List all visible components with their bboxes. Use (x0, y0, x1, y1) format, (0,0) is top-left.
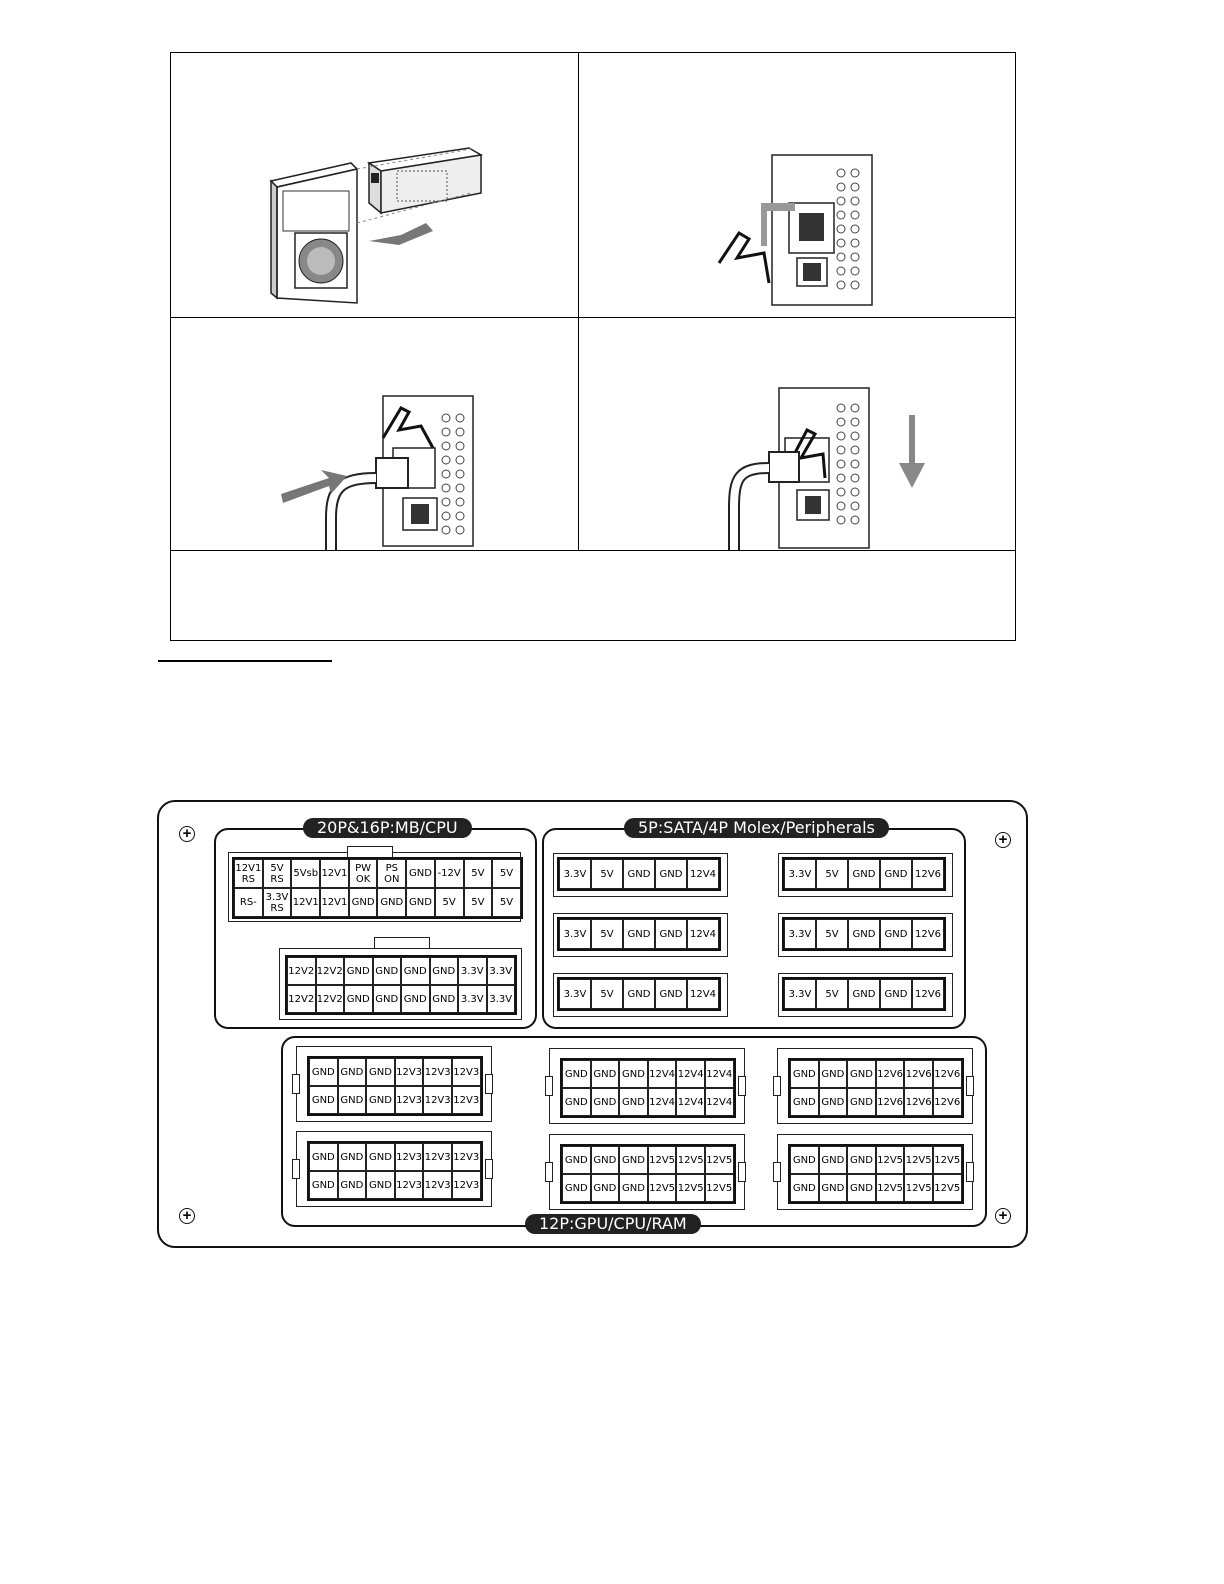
pin-label: 12V5 (676, 1146, 705, 1174)
pin-label: GND (309, 1171, 338, 1199)
pin-label: GND (619, 1060, 648, 1088)
pin-label: GND (880, 919, 912, 949)
pin-label: GND (819, 1146, 848, 1174)
pin-label: 3.3V (784, 859, 816, 889)
pin-label: GND (848, 979, 880, 1009)
step-cell-insert-plug (171, 318, 579, 551)
pin-label: GND (847, 1060, 876, 1088)
pin-label: 3.3V (458, 985, 487, 1013)
gpu-connector-side-tab (773, 1162, 781, 1182)
pin-label: 12V4 (676, 1088, 705, 1116)
pin-label: GND (819, 1174, 848, 1202)
gpu-group-label: 12P:GPU/CPU/RAM (525, 1214, 701, 1234)
pin-label: 12V3 (395, 1143, 424, 1171)
sata-pin-grid (782, 977, 946, 1011)
pin-label: 12V6 (912, 859, 944, 889)
pin-label: GND (655, 979, 687, 1009)
pin-label: GND (309, 1143, 338, 1171)
pin-label: 12V5 (676, 1174, 705, 1202)
pin-label: 12V5 (876, 1174, 905, 1202)
pin-label: GND (655, 859, 687, 889)
pin-label: GND (338, 1143, 367, 1171)
pin-label: 12V6 (912, 979, 944, 1009)
pin-label: 12V6 (933, 1088, 962, 1116)
pin-label: 12V1 (291, 888, 320, 917)
pin-label: 5V (591, 979, 623, 1009)
pin-label: 12V3 (452, 1143, 481, 1171)
pin-label: 5V (591, 919, 623, 949)
pin-label: GND (847, 1088, 876, 1116)
psu-connector-panel (157, 800, 1028, 1248)
pin-label: GND (819, 1088, 848, 1116)
pin-label: 12V3 (423, 1086, 452, 1114)
pin-label: GND (366, 1171, 395, 1199)
sata-pin-grid (557, 977, 721, 1011)
pin-label: GND (373, 957, 402, 985)
pin-label: GND (848, 859, 880, 889)
pin-label: 12V3 (395, 1171, 424, 1199)
pin-label: 3.3V (559, 979, 591, 1009)
sata-pin-grid (782, 917, 946, 951)
gpu-pin-grid (307, 1141, 483, 1201)
pin-label: GND (790, 1174, 819, 1202)
pin-label: 12V5 (705, 1146, 734, 1174)
sata-pin-grid (782, 857, 946, 891)
pin-label: GND (401, 985, 430, 1013)
pin-label: GND (366, 1086, 395, 1114)
psu-install-illustration-icon (171, 53, 579, 318)
pin-label: GND (344, 985, 373, 1013)
pin-label: 5V RS (263, 859, 292, 888)
pin-label: 12V3 (423, 1143, 452, 1171)
pin-label: 5V (492, 888, 521, 917)
pin-label: GND (847, 1174, 876, 1202)
pin-label: 12V5 (933, 1146, 962, 1174)
pin-label: 12V3 (423, 1171, 452, 1199)
pin-label: 12V3 (452, 1171, 481, 1199)
pin-label: 5V (816, 859, 848, 889)
cable-clip-illustration-icon (579, 53, 1015, 318)
screw-icon: + (995, 1208, 1011, 1224)
sata-group-label: 5P:SATA/4P Molex/Peripherals (624, 818, 889, 838)
pin-label: 12V3 (423, 1058, 452, 1086)
pin-label: 12V3 (452, 1086, 481, 1114)
pin-label: 5V (816, 919, 848, 949)
pin-label: GND (401, 957, 430, 985)
pin-label: 12V4 (705, 1060, 734, 1088)
gpu-connector-side-tab (485, 1159, 493, 1179)
gpu-connector-side-tab (966, 1076, 974, 1096)
pin-label: 12V6 (876, 1060, 905, 1088)
pin-label: GND (848, 919, 880, 949)
pin-label: GND (309, 1086, 338, 1114)
pin-label: 5V (492, 859, 521, 888)
pin-label: 12V4 (676, 1060, 705, 1088)
gpu-pin-grid (788, 1058, 964, 1118)
mb-cpu-group-label: 20P&16P:MB/CPU (303, 818, 472, 838)
pin-label: GND (623, 979, 655, 1009)
mb-20p-pin-grid (232, 857, 523, 919)
pin-label: GND (562, 1088, 591, 1116)
pin-label: 12V2 (316, 985, 345, 1013)
pin-label: GND (591, 1174, 620, 1202)
gpu-connector-side-tab (738, 1162, 746, 1182)
gpu-connector-side-tab (545, 1076, 553, 1096)
clip-lock-illustration-icon (579, 318, 1015, 551)
pin-label: GND (377, 888, 406, 917)
pin-label: 12V6 (904, 1060, 933, 1088)
pin-label: 12V5 (904, 1174, 933, 1202)
pin-label: 12V1 (320, 888, 349, 917)
pin-label: GND (562, 1174, 591, 1202)
pin-label: 5V (464, 888, 493, 917)
pin-label: GND (819, 1060, 848, 1088)
pin-label: PS ON (377, 859, 406, 888)
step-cell-install-psu (171, 53, 579, 318)
gpu-connector-side-tab (773, 1076, 781, 1096)
screw-icon: + (179, 826, 195, 842)
pin-label: 12V4 (687, 919, 719, 949)
gpu-pin-grid (788, 1144, 964, 1204)
pin-label: 3.3V (784, 919, 816, 949)
installation-steps-table (170, 52, 1016, 641)
pin-label: GND (309, 1058, 338, 1086)
section-heading-underline (158, 660, 332, 662)
pin-label: 5Vsb (291, 859, 320, 888)
pin-label: 12V2 (287, 985, 316, 1013)
screw-icon: + (995, 832, 1011, 848)
sata-pin-grid (557, 857, 721, 891)
pin-label: GND (430, 985, 459, 1013)
pin-label: GND (562, 1146, 591, 1174)
pin-label: 12V5 (648, 1174, 677, 1202)
pin-label: GND (623, 919, 655, 949)
pin-label: GND (880, 979, 912, 1009)
pin-label: 12V4 (705, 1088, 734, 1116)
pin-label: 12V5 (705, 1174, 734, 1202)
pin-label: -12V (435, 859, 464, 888)
pin-label: 12V1 (320, 859, 349, 888)
mb-16p-pin-grid (285, 955, 517, 1015)
pin-label: 3.3V (559, 919, 591, 949)
gpu-pin-grid (560, 1144, 736, 1204)
pin-label: GND (562, 1060, 591, 1088)
pin-label: 12V5 (876, 1146, 905, 1174)
plug-insert-illustration-icon (171, 318, 579, 551)
pin-label: 12V4 (687, 859, 719, 889)
pin-label: 12V5 (648, 1146, 677, 1174)
step-cell-lock-clip (579, 318, 1015, 551)
pin-label: GND (880, 859, 912, 889)
sata-pin-grid (557, 917, 721, 951)
pin-label: 12V6 (904, 1088, 933, 1116)
pin-label: 3.3V RS (263, 888, 292, 917)
pin-label: GND (366, 1058, 395, 1086)
pin-label: GND (591, 1146, 620, 1174)
pin-label: 12V2 (287, 957, 316, 985)
pin-label: 12V4 (648, 1060, 677, 1088)
pin-label: RS- (234, 888, 263, 917)
gpu-connector-side-tab (738, 1076, 746, 1096)
gpu-connector-side-tab (545, 1162, 553, 1182)
pin-label: 3.3V (458, 957, 487, 985)
step-cell-attach-clip (579, 53, 1015, 318)
pin-label: 5V (464, 859, 493, 888)
pin-label: GND (373, 985, 402, 1013)
pin-label: PW OK (349, 859, 378, 888)
pin-label: 12V6 (933, 1060, 962, 1088)
pin-label: GND (623, 859, 655, 889)
gpu-pin-grid (560, 1058, 736, 1118)
pin-label: 12V2 (316, 957, 345, 985)
step-notes-cell (171, 551, 1015, 640)
gpu-connector-side-tab (966, 1162, 974, 1182)
pin-label: 12V5 (904, 1146, 933, 1174)
pin-label: 12V3 (395, 1086, 424, 1114)
pin-label: GND (790, 1088, 819, 1116)
gpu-connector-side-tab (292, 1074, 300, 1094)
pin-label: GND (655, 919, 687, 949)
pin-label: 12V4 (648, 1088, 677, 1116)
pin-label: 3.3V (487, 957, 516, 985)
pin-label: GND (591, 1060, 620, 1088)
pin-label: 12V5 (933, 1174, 962, 1202)
gpu-connector-side-tab (485, 1074, 493, 1094)
pin-label: GND (619, 1174, 648, 1202)
pin-label: GND (847, 1146, 876, 1174)
pin-label: 12V4 (687, 979, 719, 1009)
pin-label: 5V (435, 888, 464, 917)
gpu-connector-side-tab (292, 1159, 300, 1179)
pin-label: 12V3 (395, 1058, 424, 1086)
pin-label: 5V (816, 979, 848, 1009)
pin-label: GND (430, 957, 459, 985)
pin-label: GND (344, 957, 373, 985)
pin-label: GND (349, 888, 378, 917)
pin-label: GND (591, 1088, 620, 1116)
pin-label: GND (619, 1088, 648, 1116)
mb-16p-latch (374, 937, 430, 949)
pin-label: GND (338, 1058, 367, 1086)
pin-label: 12V1 RS (234, 859, 263, 888)
pin-label: 3.3V (487, 985, 516, 1013)
pin-label: GND (790, 1146, 819, 1174)
pin-label: 5V (591, 859, 623, 889)
pin-label: GND (338, 1171, 367, 1199)
screw-icon: + (179, 1208, 195, 1224)
pin-label: 12V3 (452, 1058, 481, 1086)
pin-label: 12V6 (912, 919, 944, 949)
pin-label: 12V6 (876, 1088, 905, 1116)
pin-label: GND (790, 1060, 819, 1088)
pin-label: 3.3V (784, 979, 816, 1009)
pin-label: 3.3V (559, 859, 591, 889)
gpu-pin-grid (307, 1056, 483, 1116)
pin-label: GND (366, 1143, 395, 1171)
pin-label: GND (406, 888, 435, 917)
pin-label: GND (338, 1086, 367, 1114)
pin-label: GND (619, 1146, 648, 1174)
pin-label: GND (406, 859, 435, 888)
